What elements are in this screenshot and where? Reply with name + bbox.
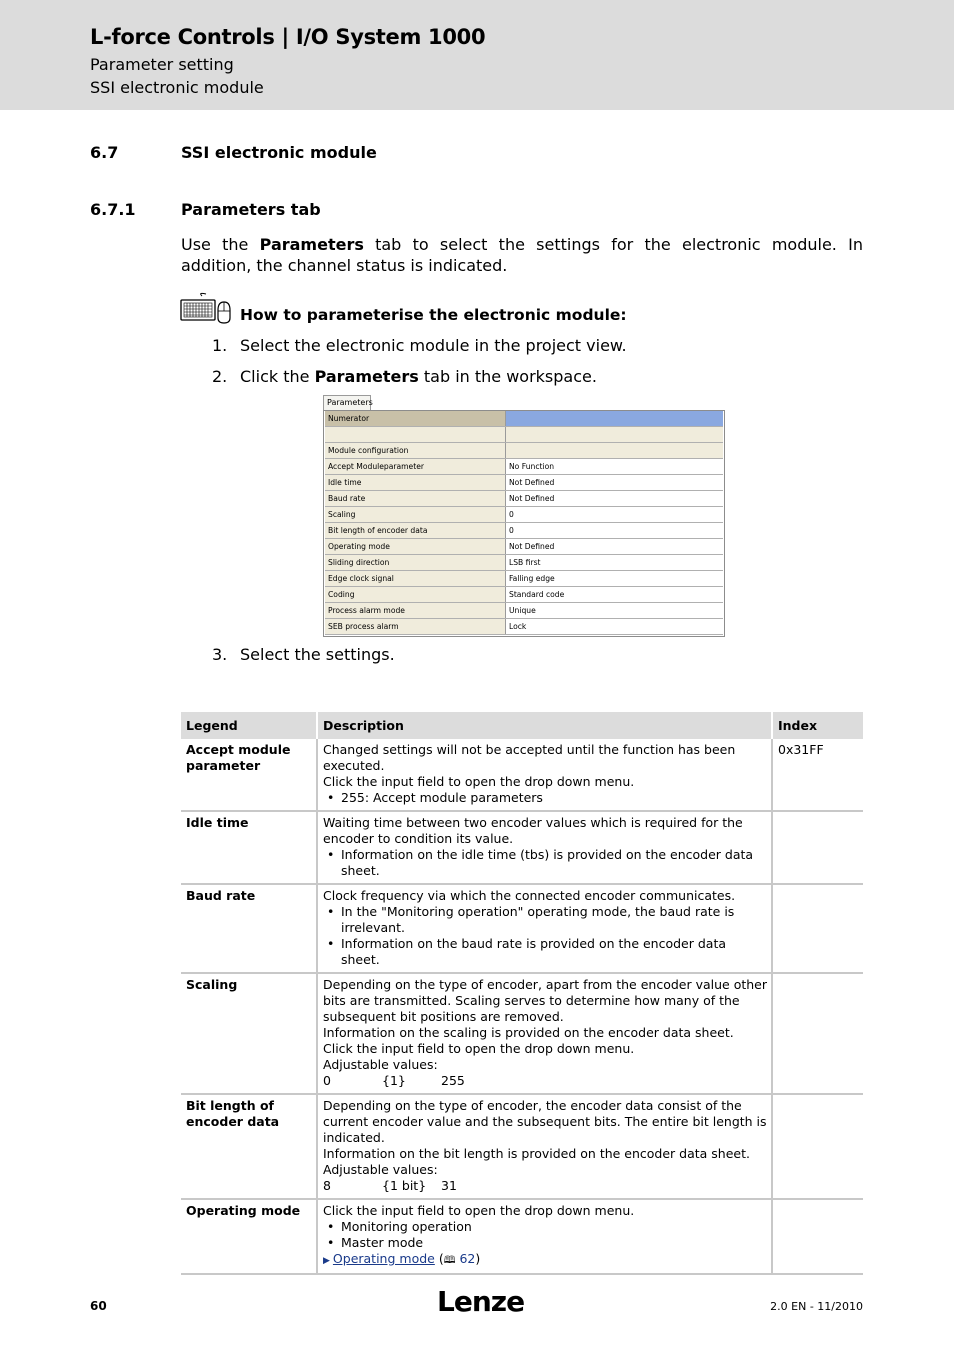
parameter-name: Idle time (325, 475, 506, 490)
bullet-list (323, 790, 767, 806)
adjustable-values (323, 1178, 767, 1194)
parameter-row[interactable] (325, 459, 723, 475)
parameter-value-field[interactable]: Standard code (509, 590, 565, 599)
description-column-header: Description (317, 712, 772, 739)
max-value: 255 (441, 1073, 465, 1088)
parameter-name (325, 427, 506, 442)
intro-text-rest: tab to select the settings for the electronic module. In addition, the channel status is indicated. (181, 235, 863, 275)
lenze-logo: Lenze (437, 1285, 525, 1318)
description-line: Click the input field to open the drop down menu. (323, 1203, 635, 1218)
parameter-value-field[interactable]: No Function (509, 462, 555, 471)
step-3 (212, 645, 395, 664)
parameter-row[interactable] (325, 603, 723, 619)
book-icon: 🕮 (443, 1255, 456, 1266)
parameter-name: Scaling (325, 507, 506, 522)
parameters-screenshot (323, 395, 725, 637)
legend-row (181, 739, 863, 811)
legend-description (317, 973, 772, 1094)
parameter-row[interactable] (325, 587, 723, 603)
description-line: Adjustable values: (323, 1162, 438, 1177)
step-bold: Parameters (314, 367, 419, 386)
intro-paragraph (181, 234, 863, 276)
page-header (0, 0, 954, 110)
parameter-row[interactable] (325, 475, 723, 491)
min-value: 8 (323, 1178, 331, 1193)
legend-term: Scaling (181, 973, 317, 1094)
bullet-item: • In the "Monitoring operation" operating mode, the baud rate is irrelevant. (323, 904, 767, 936)
description-line: Changed settings will not be accepted until the function has been executed. (323, 742, 736, 773)
section-title: SSI electronic module (181, 143, 377, 162)
parameter-name: Coding (325, 587, 506, 602)
bullet-list (323, 1219, 767, 1251)
section-number: 6.7 (90, 143, 119, 162)
parameter-value-field[interactable]: Unique (509, 606, 536, 615)
max-value: 31 (441, 1178, 457, 1193)
index-value (772, 811, 863, 884)
description-line: Depending on the type of encoder, the encoder data consist of the current encoder value and the subsequent bits. The entire bit length is indicated. (323, 1098, 767, 1145)
description-line: Depending on the type of encoder, apart from the encoder value other bits are transmitted. Scaling serves to determine how many of the subsequent bit positions are removed. (323, 977, 768, 1024)
step-text: Select the settings. (240, 645, 395, 664)
parameter-value-field[interactable]: 0 (509, 526, 514, 535)
parameter-value-field[interactable]: Not Defined (509, 542, 555, 551)
parameter-value-field[interactable]: Not Defined (509, 494, 555, 503)
legend-row (181, 884, 863, 973)
bullet-item: • Information on the baud rate is provided on the encoder data sheet. (323, 936, 767, 968)
step-value: {1 bit} (382, 1178, 427, 1193)
legend-header-row (181, 712, 863, 739)
section-subtitle: SSI electronic module (90, 78, 264, 97)
legend-column-header: Legend (181, 712, 317, 739)
bullet-item: • Information on the idle time (tbs) is provided on the encoder data sheet. (323, 847, 767, 879)
parameter-value-field[interactable]: Falling edge (509, 574, 555, 583)
parameter-value-field[interactable] (506, 427, 723, 442)
parameter-grid (323, 410, 725, 637)
parameter-value-field[interactable]: LSB first (509, 558, 541, 567)
parameter-row[interactable] (325, 427, 723, 443)
legend-term: Accept module parameter (181, 739, 317, 811)
paren-close: ) (475, 1251, 481, 1266)
bullet-item: • 255: Accept module parameters (323, 790, 767, 806)
bullet-list (323, 904, 767, 968)
description-line: Click the input field to open the drop down menu. (323, 774, 635, 789)
parameter-name: Operating mode (325, 539, 506, 554)
bullet-item: • Monitoring operation (323, 1219, 767, 1235)
parameter-name: Process alarm mode (325, 603, 506, 618)
description-line: Click the input field to open the drop down menu. (323, 1041, 635, 1056)
subsection-title: Parameters tab (181, 200, 321, 219)
step-text-rest: tab in the workspace. (418, 367, 597, 386)
page-reference[interactable]: 62 (459, 1251, 476, 1266)
step-2 (212, 367, 597, 386)
description-line: Clock frequency via which the connected encoder communicates. (323, 888, 736, 903)
parameter-row[interactable] (325, 619, 723, 635)
keyboard-mouse-icon (180, 292, 234, 324)
step-number: 1. (212, 336, 228, 355)
legend-term: Baud rate (181, 884, 317, 973)
step-text: Select the electronic module in the project view. (240, 336, 627, 355)
step-value: {1} (382, 1073, 406, 1088)
legend-description (317, 811, 772, 884)
index-value (772, 1199, 863, 1274)
index-value (772, 884, 863, 973)
min-value: 0 (323, 1073, 331, 1088)
intro-text: Use the (181, 235, 260, 254)
parameter-name: Bit length of encoder data (325, 523, 506, 538)
intro-bold: Parameters (259, 235, 364, 254)
description-line: Information on the bit length is provided on the encoder data sheet. (323, 1146, 750, 1161)
chapter-title: Parameter setting (90, 55, 234, 74)
parameter-row[interactable] (325, 491, 723, 507)
parameter-value-field[interactable] (506, 443, 723, 458)
adjustable-values (323, 1073, 767, 1089)
description-line: Information on the scaling is provided on the encoder data sheet. (323, 1025, 734, 1040)
parameter-value-field[interactable]: Lock (509, 622, 527, 631)
parameter-value-field[interactable] (506, 411, 723, 426)
index-value: 0x31FF (772, 739, 863, 811)
index-value (772, 973, 863, 1094)
page-number: 60 (90, 1299, 107, 1313)
parameter-row[interactable] (325, 507, 723, 523)
tab-parameters[interactable]: Parameters (323, 395, 371, 411)
legend-term: Bit length of encoder data (181, 1094, 317, 1199)
parameter-name: Accept Moduleparameter (325, 459, 506, 474)
parameter-name: Edge clock signal (325, 571, 506, 586)
legend-row (181, 1094, 863, 1199)
legend-row (181, 973, 863, 1094)
legend-row (181, 811, 863, 884)
legend-term: Idle time (181, 811, 317, 884)
parameter-name: Baud rate (325, 491, 506, 506)
index-column-header: Index (772, 712, 863, 739)
parameter-row[interactable] (325, 411, 723, 427)
index-value (772, 1094, 863, 1199)
subsection-number: 6.7.1 (90, 200, 136, 219)
parameter-value-field[interactable]: 0 (509, 510, 514, 519)
parameter-value-field[interactable]: Not Defined (509, 478, 555, 487)
parameter-row[interactable] (325, 523, 723, 539)
arrow-right-icon: ▶ (323, 1256, 330, 1266)
parameter-name: SEB process alarm (325, 619, 506, 634)
bullet-item: • Master mode (323, 1235, 767, 1251)
step-text: Click the (240, 367, 315, 386)
bullet-list (323, 847, 767, 879)
legend-row (181, 1199, 863, 1274)
parameter-row[interactable] (325, 539, 723, 555)
description-line: Adjustable values: (323, 1057, 438, 1072)
step-number: 2. (212, 367, 228, 386)
parameter-row[interactable] (325, 571, 723, 587)
parameter-row[interactable] (325, 443, 723, 459)
operating-mode-link[interactable]: Operating mode (332, 1251, 435, 1266)
legend-term: Operating mode (181, 1199, 317, 1274)
cross-reference (323, 1251, 767, 1269)
description-line: Waiting time between two encoder values which is required for the encoder to condition its value. (323, 815, 743, 846)
legend-table (181, 712, 863, 1275)
step-number: 3. (212, 645, 228, 664)
legend-description (317, 884, 772, 973)
parameter-row[interactable] (325, 555, 723, 571)
document-title: L-force Controls | I/O System 1000 (90, 25, 486, 49)
parameter-name: Numerator (325, 411, 506, 426)
legend-description (317, 739, 772, 811)
parameter-name: Module configuration (325, 443, 506, 458)
legend-description (317, 1199, 772, 1274)
paren-open: ( (434, 1251, 444, 1266)
howto-heading: How to parameterise the electronic module: (240, 306, 627, 324)
legend-description (317, 1094, 772, 1199)
step-1 (212, 336, 627, 355)
document-version: 2.0 EN - 11/2010 (770, 1300, 863, 1313)
parameter-name: Sliding direction (325, 555, 506, 570)
